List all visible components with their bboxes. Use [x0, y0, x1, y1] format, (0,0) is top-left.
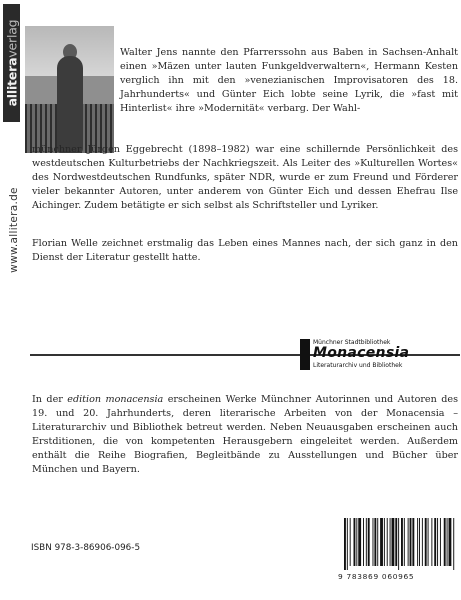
- barcode-bar: [453, 518, 454, 570]
- barcode: [338, 518, 458, 581]
- logo-line-3: Literaturarchiv und Bibliothek: [313, 362, 403, 369]
- barcode-bar: [404, 518, 405, 566]
- publisher-imprint-strip: [3, 4, 20, 122]
- barcode-bar: [387, 518, 388, 566]
- website-text: www.allitera.de: [8, 187, 20, 273]
- barcode-bar: [356, 518, 357, 566]
- barcode-bar: [437, 518, 438, 566]
- publisher-website: [3, 150, 25, 310]
- blurb-paragraph-3: Florian Welle zeichnet erstmalig das Leben eines Mannes nach, der sich ganz in den Dienst der Literatur gestellt hatte.: [32, 238, 458, 263]
- barcode-bar: [390, 518, 391, 566]
- isbn-text: ISBN 978-3-86906-096-5: [31, 543, 141, 553]
- barcode-bar: [368, 518, 370, 566]
- barcode-bar: [425, 518, 427, 566]
- blurb-paragraph-2: münchner Jürgen Eggebrecht (1898–1982) war eine schillernde Persönlichkeit des westdeutschen Kulturbetriebs der Nachkriegszeit. Als Leiter des »Kulturellen Wortes« des Nordwestdeutschen Rundfunks, später NDR, wurde er zum Freund und Förderer vieler bekannter Autoren, unter anderem von Günter Eich und dessen Ehefrau Ilse Aichinger. Zudem betätigte er sich selbst als Schriftsteller und Lyriker.: [32, 144, 458, 211]
- series-description: [32, 393, 458, 476]
- barcode-bar: [366, 518, 367, 566]
- series-name: edition monacensia: [67, 394, 164, 405]
- barcode-bar: [350, 518, 351, 566]
- barcode-bar: [440, 518, 441, 566]
- barcode-bar: [444, 518, 446, 566]
- series-text: erscheinen Werke Münchner Autorinnen und Autoren des 19. und 20. Jahrhunderts, deren literarische Arbeiten von der Monacensia – Literaturarchiv und Bibliothek betreut werden. Neben Neuausgaben erscheinen auch Erstditionen, die von kompetenten Herausgebern eingeleitet werden. Außerdem enthält die Reihe Biografien, Begleitbände zu Ausstellungen und Bücher über München und Bayern.: [32, 394, 458, 475]
- barcode-bars: [338, 518, 458, 570]
- barcode-bar: [384, 518, 385, 566]
- barcode-bar: [449, 518, 452, 566]
- barcode-bar: [434, 518, 436, 566]
- barcode-digits: 9 783869 060965: [338, 572, 415, 581]
- publisher-logo: alliteraverlag: [4, 19, 19, 107]
- barcode-bar: [344, 518, 346, 570]
- barcode-bar: [354, 518, 356, 566]
- barcode-bar: [417, 518, 418, 566]
- barcode-bar: [392, 518, 395, 566]
- barcode-bar: [419, 518, 420, 566]
- logo-line-1: Münchner Stadtbibliothek: [313, 339, 391, 346]
- barcode-bar: [374, 518, 376, 566]
- barcode-bar: [422, 518, 423, 566]
- portrait-photo: [25, 26, 114, 153]
- blurb-paragraph-1: Walter Jens nannte den Pfarrerssohn aus Baben in Sachsen-Anhalt einen »Mäzen unter lauten Funkgeldverwaltern«, Hermann Kesten verglich ihn mit den »venezianischen Improvisatoren des 18. Jahrhunderts« und Günter Eich lobte seine Lyrik, die »fast mit Hinterlist« ihre »Modernität« verbarg. Der Wahl-: [120, 47, 458, 114]
- barcode-bar: [408, 518, 409, 566]
- barcode-bar: [363, 518, 364, 566]
- barcode-bar: [401, 518, 403, 566]
- series-prefix: In der: [32, 394, 68, 405]
- barcode-bar: [395, 518, 397, 566]
- barcode-bar: [347, 518, 348, 570]
- barcode-bar: [380, 518, 383, 566]
- logo-line-2: Monacensia: [313, 345, 410, 361]
- barcode-bar: [412, 518, 414, 566]
- barcode-bar: [398, 518, 399, 570]
- logo-mark: [300, 339, 310, 370]
- barcode-bar: [428, 518, 429, 566]
- barcode-bar: [377, 518, 378, 566]
- barcode-bar: [447, 518, 448, 566]
- barcode-bar: [431, 518, 432, 566]
- barcode-bar: [373, 518, 374, 566]
- barcode-bar: [410, 518, 412, 566]
- monacensia-logo: [300, 339, 456, 373]
- barcode-bar: [358, 518, 361, 566]
